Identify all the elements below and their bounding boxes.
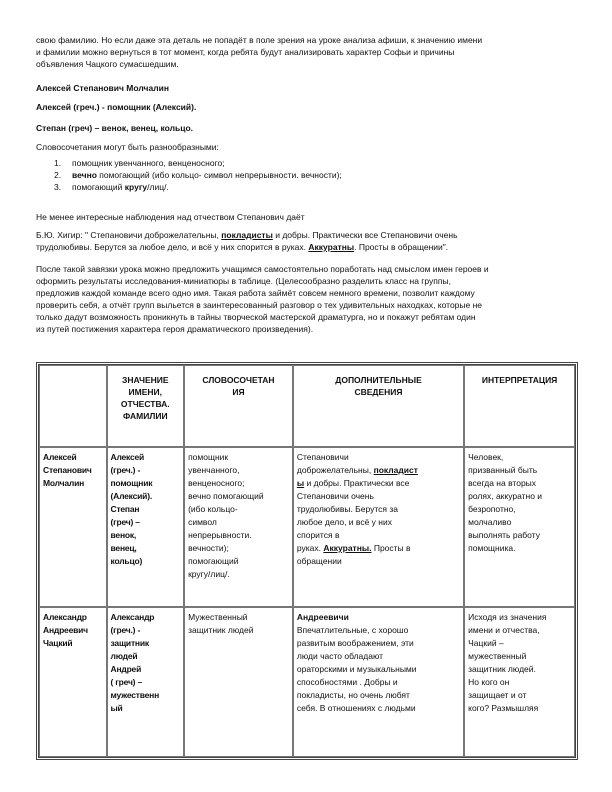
- cell-additional-info: Андреевичи Впечатлительные, с хорошо развитым воображением, эти люди часто обладают ораторскими и музыкальными способностями . Добры и покладисты, но очень любят себя. В отношениях с людьми: [293, 607, 464, 757]
- patronymic-note: Не менее интересные наблюдения над отчеством Степанович даёт: [36, 212, 305, 222]
- header-empty: [39, 365, 107, 447]
- collocations-intro: Словосочетания могут быть разнообразными:: [36, 142, 219, 152]
- intro-paragraph: [36, 34, 576, 70]
- cell-collocations: Мужественный защитник людей: [184, 607, 293, 757]
- list-item: 1. помощник увенчанного, венценосного;: [54, 158, 225, 168]
- heading-character-name: Алексей Степанович Молчалин: [36, 83, 169, 93]
- heading-stepan-meaning: Степан (греч) – венок, венец, кольцо.: [36, 123, 194, 133]
- collocations-list: [54, 157, 594, 193]
- quote-paragraph: Б.Ю. Хигир: " Степановичи доброжелательны, покладисты и добры. Практически все Степановичи очень трудолюбивы. Берутся за любое дело, и всё у них спорится в руках. Аккуратны. Просты в обращении".: [36, 230, 458, 252]
- cell-meaning: Алексей (греч.) - помощник (Алексий). Степан (греч) – венок, венец, кольцо): [107, 447, 185, 607]
- list-item: 2. вечно помогающий (ибо кольцо- символ непрерывности. вечности);: [54, 170, 342, 180]
- cell-interpretation: Человек, призванный быть всегда на вторых ролях, аккуратно и безропотно, молчаливо выполнять работу помощника.: [464, 447, 575, 607]
- header-interpretation: ИНТЕРПРЕТАЦИЯ: [464, 365, 575, 447]
- table-row: [39, 447, 575, 607]
- cell-name: Александр Андреевич Чацкий: [39, 607, 107, 757]
- header-additional-info: ДОПОЛНИТЕЛЬНЫЕ СВЕДЕНИЯ: [293, 365, 464, 447]
- method-paragraph: После такой завязки урока можно предложить учащимся самостоятельно поработать над смыслом имен героев и оформить результаты исследования-миниатюры в таблице. (Целесообразно разделить класс на группы, предложив каждой команде всего одно имя. Такая работа займёт совсем немного времени, позволит каждому проверить себя, а отчёт групп выльется в заинтересованный разговор о тех удивительных находках, которые не только дадут возможность проникнуть в тайны творческой мастерской драматурга, но и покажут ребятам один из путей постижения характера героя драматического произведения).: [36, 264, 489, 334]
- header-collocations: СЛОВОСОЧЕТАН ИЯ: [184, 365, 293, 447]
- cell-name: Алексей Степанович Молчалин: [39, 447, 107, 607]
- intro-line: свою фамилию. Но если даже эта деталь не попадёт в поле зрения на уроке анализа афиши, к значению имени: [36, 35, 483, 45]
- intro-line: и фамилии можно вернуться в тот момент, когда ребята будут анализировать характер Софьи и причины: [36, 47, 455, 57]
- table-row: [39, 607, 575, 757]
- cell-interpretation: Исходя из значения имени и отчества, Чацкий – мужественный защитник людей. Но кого он защищает и от кого? Размышляя: [464, 607, 575, 757]
- table-header-row: [39, 365, 575, 447]
- intro-line: объявления Чацкого сумасшедшим.: [36, 59, 179, 69]
- cell-additional-info: Степановичи доброжелательны, покладист ы и добры. Практически все Степановичи очень трудолюбивы. Берутся за любое дело, и всё у них спорится в руках. Аккуратны. Просты в обращении: [293, 447, 464, 607]
- header-meaning: ЗНАЧЕНИЕ ИМЕНИ, ОТЧЕСТВА. ФАМИЛИИ: [107, 365, 185, 447]
- heading-aleksey-meaning: Алексей (греч.) - помощник (Алексий).: [36, 102, 197, 112]
- cell-meaning: Александр (греч.) - защитник людей Андрей ( греч) – мужественн ый: [107, 607, 185, 757]
- list-item: 3. помогающий кругу/лиц/.: [54, 182, 169, 192]
- cell-collocations: помощник увенчанного, венценосного; вечно помогающий (ибо кольцо- символ непрерывности. вечности); помогающий кругу/лиц/.: [184, 447, 293, 607]
- names-table: [36, 362, 578, 760]
